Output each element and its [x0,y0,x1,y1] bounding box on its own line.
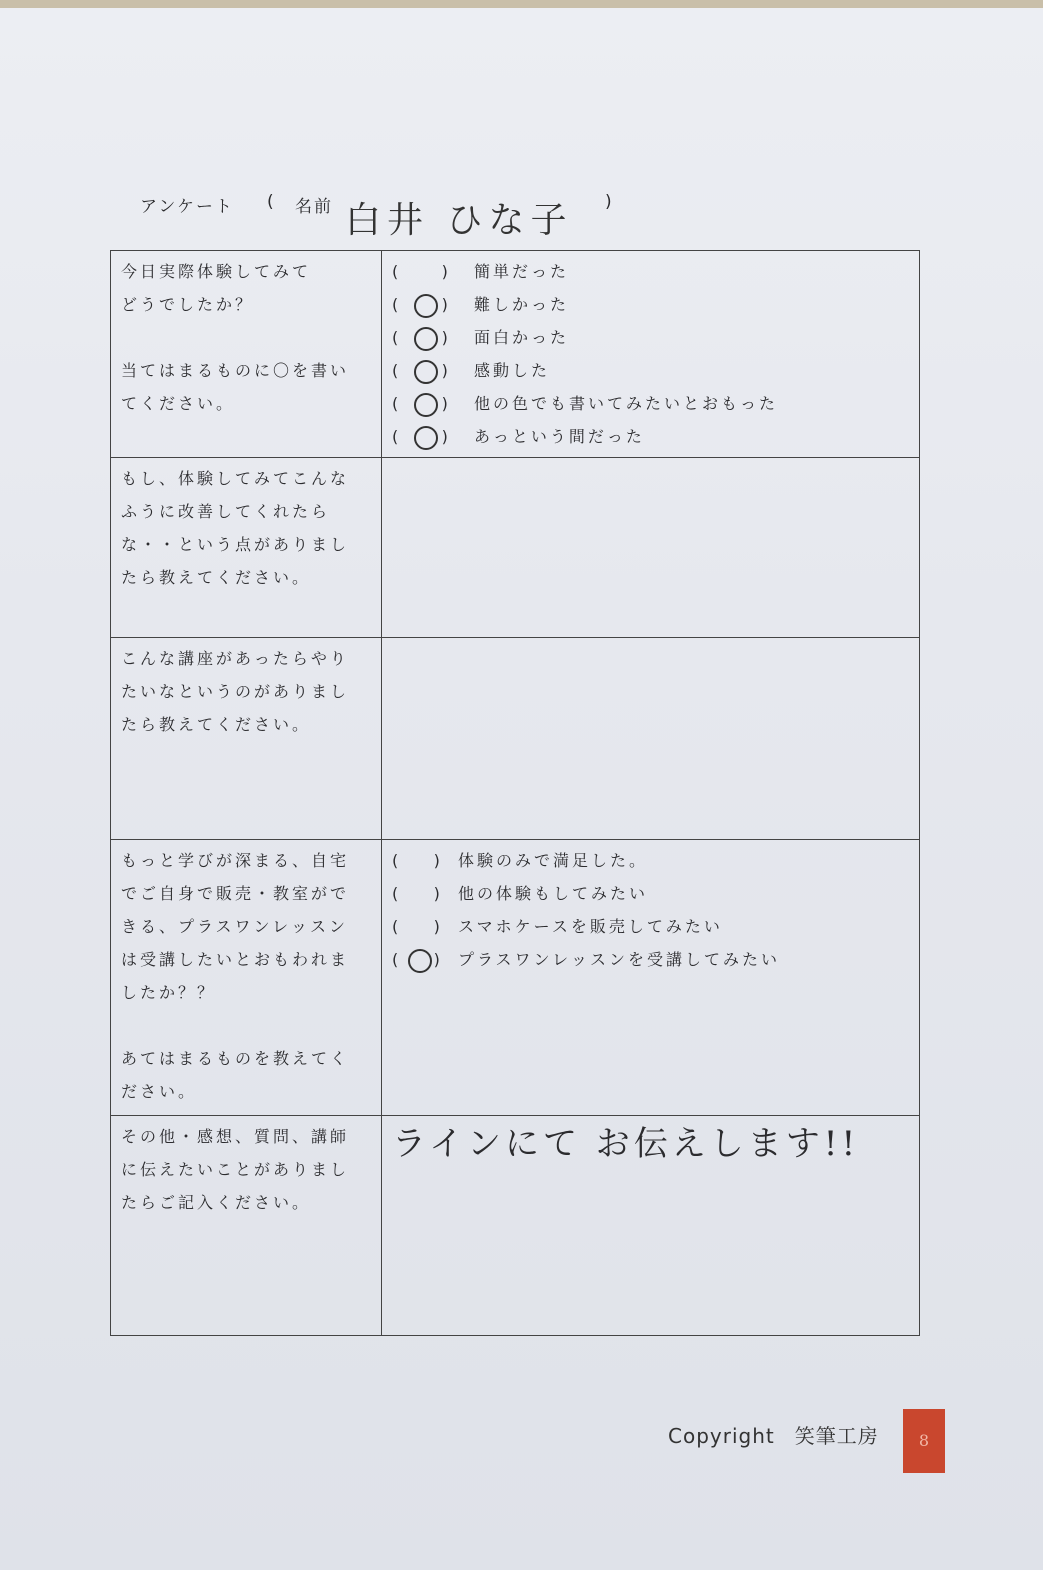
option-label: 面白かった [474,328,570,347]
options-cell [382,251,920,458]
option-item [392,910,909,943]
table-row [111,840,920,1116]
footer [668,1420,879,1449]
survey-title: アンケート [140,197,234,217]
table-row [111,638,920,840]
table-row [111,458,920,638]
question-line: に伝えたいことがありまし [121,1160,350,1179]
close-paren: ) [605,192,614,212]
question-line: どうでしたか？ [121,295,255,314]
question-cell [111,638,382,840]
options-cell [382,840,920,1116]
answer-paren[interactable]: ( ) [392,917,443,936]
question-line: したか？？ [121,983,217,1002]
option-label: 難しかった [474,295,570,314]
option-item [392,288,909,321]
option-item [392,321,909,354]
question-line: きる、プラスワンレッスン [121,917,348,936]
question-line: たら教えてください。 [121,715,312,734]
question-cell [111,458,382,638]
option-label: 簡単だった [474,262,570,281]
answer-paren[interactable]: ( ) [392,884,443,903]
answer-paren[interactable]: ( ) [392,943,458,976]
answer-paren[interactable]: ( ) [392,354,474,387]
answer-cell[interactable] [382,638,920,840]
question-line: もし、体験してみてこんな [121,469,350,488]
circle-mark-icon [408,949,432,973]
option-item [392,354,909,387]
option-item [392,877,909,910]
question-line: は受講したいとおもわれま [121,950,350,969]
question-line: 今日実際体験してみて [121,262,312,281]
question-line: たら教えてください。 [121,568,312,587]
option-label: 他の色でも書いてみたいとおもった [474,394,779,413]
question-line: ださい。 [121,1082,198,1101]
name-label: 名前 [295,197,333,217]
question-cell [111,1116,382,1336]
answer-paren[interactable]: ( ) [392,321,474,354]
circle-mark-icon [414,393,438,417]
question-line: たいなというのがありまし [121,682,350,701]
survey-header [140,186,660,241]
question-cell [111,840,382,1116]
copyright-text: Copyright [668,1424,775,1448]
question-line: あてはまるものを教えてく [121,1049,350,1068]
circle-mark-icon [414,327,438,351]
handwritten-answer: ラインにて お伝えします!! [392,1124,860,1164]
circle-mark-icon [414,426,438,450]
question-line: こんな講座があったらやり [121,649,349,668]
question-line: 当てはまるものに〇を書い [121,361,350,380]
option-item [392,420,909,453]
answer-cell[interactable] [382,458,920,638]
question-line: その他・感想、質問、講師 [121,1127,350,1146]
question-line: てください。 [121,394,236,413]
table-row [111,251,920,458]
option-item [392,255,909,288]
open-paren: ( [267,192,276,212]
survey-table [110,250,920,1336]
question-cell [111,251,382,458]
circle-mark-icon [414,360,438,384]
answer-paren[interactable]: ( ) [392,851,443,870]
option-label: スマホケースを販売してみたい [458,917,723,936]
question-line: もっと学びが深まる、自宅 [121,851,350,870]
question-line: たらご記入ください。 [121,1193,312,1212]
circle-mark-icon [414,294,438,318]
page-number-badge: 8 [903,1409,945,1473]
option-label: 体験のみで満足した。 [458,851,649,870]
brand-name: 笑筆工房 [794,1424,879,1448]
answer-paren[interactable]: ( ) [392,288,474,321]
background-strip [0,0,1043,8]
question-line: でご自身で販売・教室がで [121,884,350,903]
option-item [392,387,909,420]
question-line [121,1009,371,1042]
option-item [392,844,909,877]
answer-paren[interactable]: ( ) [392,262,451,281]
answer-paren[interactable]: ( ) [392,420,474,453]
question-line: ふうに改善してくれたら [121,502,331,521]
option-item [392,943,909,976]
question-line [121,321,371,354]
answer-cell[interactable] [382,1116,920,1336]
answer-paren[interactable]: ( ) [392,387,474,420]
option-label: 他の体験もしてみたい [458,884,649,903]
table-row [111,1116,920,1336]
handwritten-name: 白井 ひな子 [345,200,573,241]
option-label: プラスワンレッスンを受講してみたい [458,950,780,969]
question-line: な・・という点がありまし [121,535,350,554]
option-label: 感動した [474,361,551,380]
option-label: あっという間だった [474,427,645,446]
